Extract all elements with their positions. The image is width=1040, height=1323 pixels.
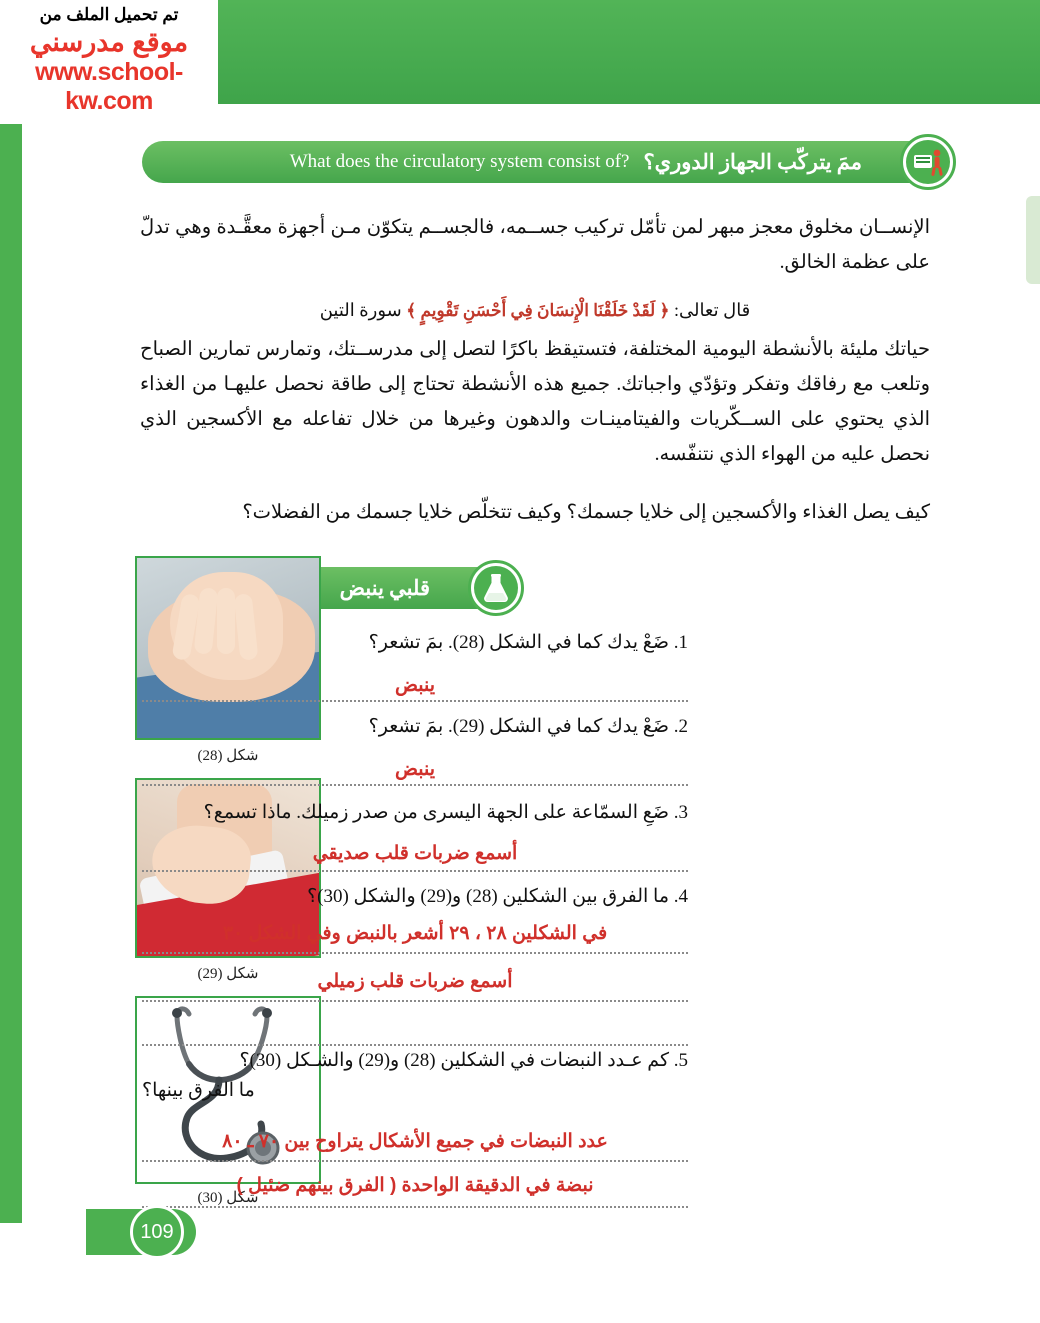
section-heading-title-en: What does the circulatory system consist of? [289,151,630,172]
question-5 [142,1046,688,1106]
question-1-number: 1. [673,632,688,653]
flask-icon-inner [474,566,518,610]
answer-5-line-2: نبضة في الدقيقة الواحدة ( الفرق بينهم ضئيل ) [236,1175,594,1196]
question-5-text-line-2: ما الفرق بينها؟ [142,1080,255,1101]
watermark-site-name-ar: موقع مدرسني [29,27,189,57]
answer-line-3[interactable] [142,870,688,872]
activity-title-ar: قلبي ينبض [339,575,430,600]
book-person-icon-inner [906,140,950,184]
intro-paragraph-2: حياتك مليئة بالأنشطة اليومية المختلفة، فتستيقظ باكرًا لتصل إلى مدرســتك، وتمارس تمارين الصباح وتلعب مع رفاقك وتفكر وتؤدّي واجباتك. جميع هذه الأنشطة تحتاج إلى طاقة نحصل عليهـا من الغذاء الذي يحتوي على الســكّريات والفيتامينـات والدهون وغيرها من خلال تفاعله مع الأكسجين الذي نحصل عليه من الهواء الذي نتنفّسه. [140,339,930,465]
page-number-badge [86,1209,196,1255]
figure-28-caption: شكل (28) [197,748,259,764]
quran-reference: سورة التين [319,300,402,320]
watermark-site-url: www.school-kw.com [35,58,183,115]
answer-line-1[interactable] [142,700,688,702]
question-2 [142,712,688,742]
answer-2-text: ينبض [394,759,436,780]
watermark-line-1: تم تحميل الملف من [39,5,179,24]
answer-4-line-1: في الشكلين ٢٨ ، ٢٩ أشعر بالنبض وفي الشكل ٣٠ [222,923,608,944]
answer-line-2[interactable] [142,784,688,786]
figure-30-caption: شكل (30) [197,1190,259,1206]
intro-paragraph-1: الإنســان مخلوق معجز مبهر لمن تأمّل تركيب جســمه، فالجســم يتكوّن مـن أجهزة معقَّـدة وهي تدلّ على عظمة الخالق. [140,217,930,273]
question-1 [142,628,688,658]
question-3 [142,798,688,828]
question-2-number: 2. [673,716,688,737]
question-5-line-1 [142,1046,688,1076]
question-4-text: ما الفرق بين الشكلين (28) و(29) والشكل (30)؟ [307,886,669,907]
question-5-number: 5. [673,1050,688,1071]
download-watermark [0,0,218,124]
book-person-icon [900,134,956,190]
quran-label: قال تعالى: [673,300,751,320]
answer-line-4b[interactable] [142,1000,688,1002]
answer-line-5b[interactable] [142,1206,688,1208]
figure-29-caption: شكل (29) [197,966,259,982]
question-2-text: ضَعْ يدك كما في الشكل (29). بمَ تشعر؟ [368,716,669,737]
question-5-text-line-1: كم عـدد النبضات في الشكلين (28) و(29) والشـكل (30)؟ [239,1050,669,1071]
left-green-strip [0,104,22,1214]
quran-line [140,296,930,325]
question-3-number: 3. [673,802,688,823]
question-4 [142,882,688,912]
question-1-text: ضَعْ يدك كما في الشكل (28). بمَ تشعر؟ [368,632,669,653]
answer-line-5a[interactable] [142,1160,688,1162]
answer-4-line-2: أسمع ضربات قلب زميلي [317,971,513,992]
answer-5-line-1: عدد النبضات في جميع الأشكال يتراوح بين ٧٠ ـ ٨٠ [222,1131,608,1152]
answer-line-4a[interactable] [142,952,688,954]
section-heading-title-ar: ممَ يتركّب الجهاز الدوري؟ [643,149,862,174]
quran-verse: ﴿ لَقَدْ خَلَقْنَا الْإِنسَانَ فِي أَحْسَنِ تَقْوِيمٍ ﴾ [406,301,670,320]
intro-question-paragraph: كيف يصل الغذاء والأكسجين إلى خلايا جسمك؟ وكيف تتخلّص خلايا جسمك من الفضلات؟ [242,502,930,523]
question-3-text: ضَعِ السمّاعة على الجهة اليسرى من صدر زميلك. ماذا تسمع؟ [203,802,669,823]
right-page-tab [1026,196,1040,284]
question-4-number: 4. [673,886,688,907]
section-heading-circulatory [142,141,932,183]
page-number-text: 109 [130,1205,184,1259]
answer-1-text: ينبض [394,675,436,696]
answer-3-text: أسمع ضربات قلب صديقي [312,843,518,864]
flask-icon [468,560,524,616]
